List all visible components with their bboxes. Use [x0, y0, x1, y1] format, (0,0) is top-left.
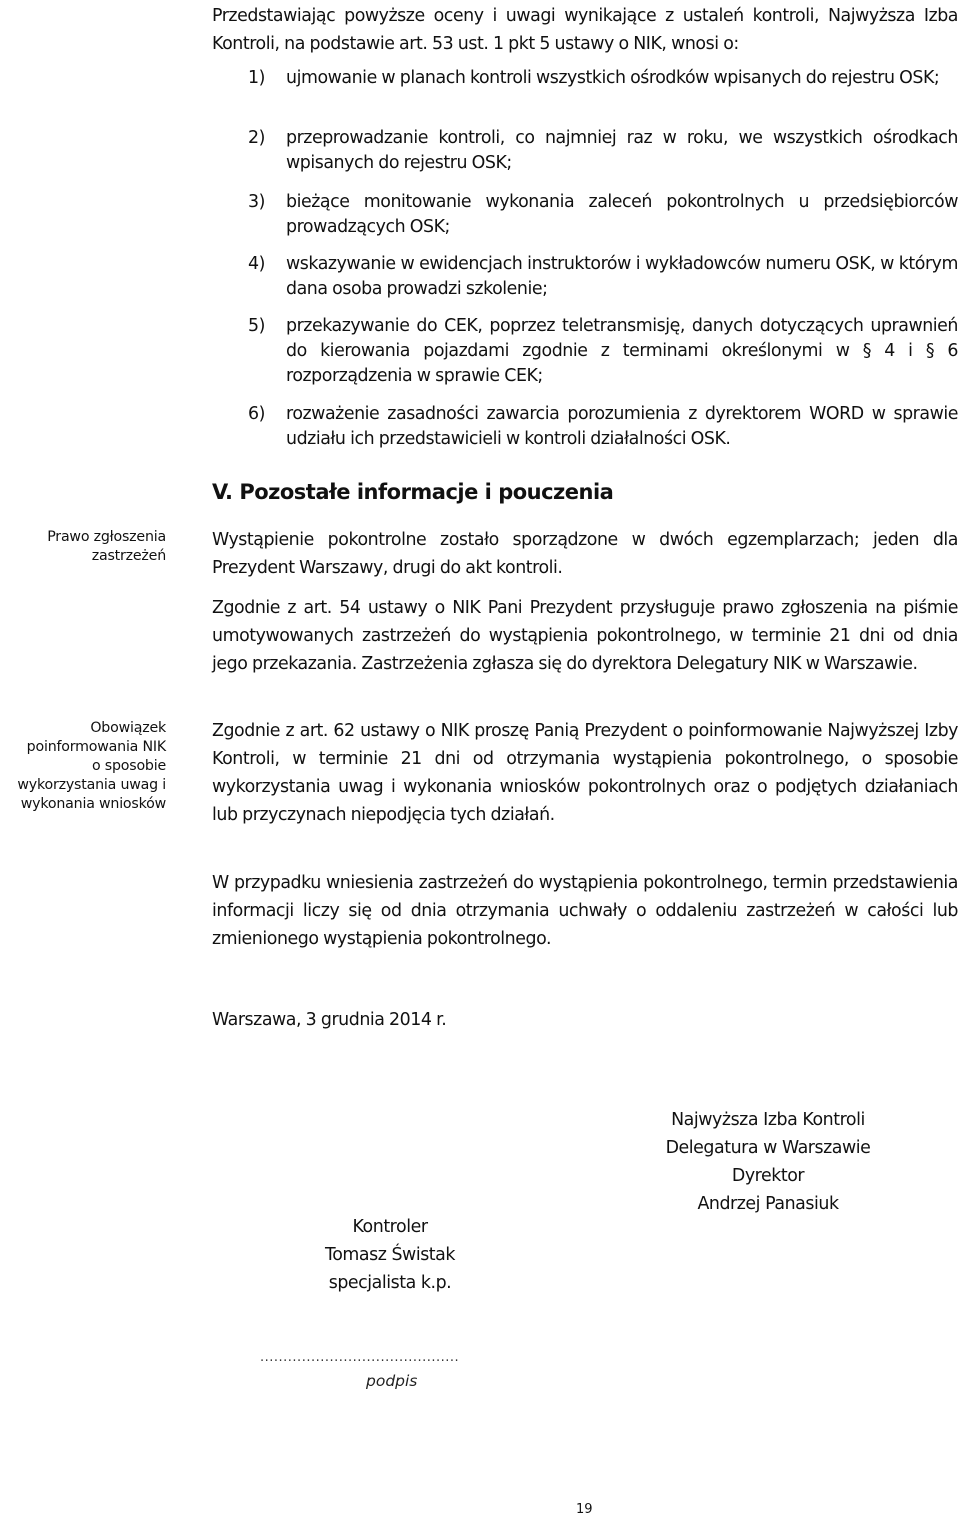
- signature-dotted-line: ...........................................: [260, 1350, 460, 1365]
- list-text: wskazywanie w ewidencjach instruktorów i wykładowców numeru OSK, w którym dana osoba prowadzi szkolenie;: [286, 254, 958, 299]
- list-text: rozważenie zasadności zawarcia porozumienia z dyrektorem WORD w sprawie udziału ich przedstawicieli w kontroli działalności OSK.: [286, 404, 958, 449]
- signature-line: Dyrektor: [731, 1166, 805, 1186]
- signature-line: Tomasz Świstak: [324, 1245, 456, 1265]
- list-item: [248, 190, 958, 240]
- list-item: [248, 66, 958, 91]
- signature-line: Delegatura w Warszawie: [665, 1138, 871, 1158]
- place-date: Warszawa, 3 grudnia 2014 r.: [212, 1010, 447, 1030]
- side-note-obligation: Obowiązek poinformowania NIK o sposobie wykorzystania uwag i wykonania wniosków: [17, 720, 166, 812]
- list-number: 5): [248, 316, 265, 336]
- body-paragraph: [212, 526, 958, 582]
- page-number: 19: [576, 1502, 593, 1517]
- intro-paragraph: [212, 2, 958, 58]
- list-text: przeprowadzanie kontroli, co najmniej raz w roku, we wszystkich ośrodkach wpisanych do rejestru OSK;: [286, 128, 958, 173]
- list-item: [248, 252, 958, 302]
- list-item: [248, 402, 958, 452]
- paragraph-text: Zgodnie z art. 54 ustawy o NIK Pani Prezydent przysługuje prawo zgłoszenia na piśmie umotywowanych zastrzeżeń do wystąpienia pokontrolnego, w terminie 21 dni od dnia jego przekazania. Zastrzeżenia zgłasza się do dyrektora Delegatury NIK w Warszawie.: [212, 598, 958, 674]
- list-text: bieżące monitowanie wykonania zaleceń pokontrolnych u przedsiębiorców prowadzących OSK;: [286, 192, 958, 237]
- paragraph-text: W przypadku wniesienia zastrzeżeń do wystąpienia pokontrolnego, termin przedstawienia informacji liczy się od dnia otrzymania uchwały o oddaleniu zastrzeżeń w całości lub zmienionego wystąpienia pokontrolnego.: [212, 873, 958, 949]
- side-note-objections: Prawo zgłoszenia zastrzeżeń: [47, 529, 166, 564]
- signature-line: Kontroler: [352, 1217, 428, 1237]
- body-paragraph: [212, 594, 958, 678]
- section-heading: V. Pozostałe informacje i pouczenia: [212, 480, 614, 504]
- signature-left: [280, 1213, 500, 1297]
- body-paragraph: [212, 869, 958, 953]
- intro-text: Przedstawiając powyższe oceny i uwagi wynikające z ustaleń kontroli, Najwyższa Izba Kontroli, na podstawie art. 53 ust. 1 pkt 5 ustawy o NIK, wnosi o:: [212, 6, 958, 54]
- signature-caption: podpis: [366, 1372, 418, 1390]
- list-item: [248, 126, 958, 176]
- signature-line: Andrzej Panasiuk: [697, 1194, 839, 1214]
- list-number: 4): [248, 254, 265, 274]
- list-number: 1): [248, 68, 265, 88]
- list-item: [248, 314, 958, 389]
- list-number: 2): [248, 128, 265, 148]
- body-paragraph: [212, 717, 958, 829]
- signature-line: specjalista k.p.: [328, 1273, 452, 1293]
- list-number: 6): [248, 404, 265, 424]
- list-number: 3): [248, 192, 265, 212]
- signature-line: Najwyższa Izba Kontroli: [671, 1110, 865, 1130]
- signature-right: [628, 1106, 908, 1218]
- paragraph-text: Wystąpienie pokontrolne zostało sporządzone w dwóch egzemplarzach; jeden dla Prezydent Warszawy, drugi do akt kontroli.: [212, 530, 958, 578]
- list-text: przekazywanie do CEK, poprzez teletransmisję, danych dotyczących uprawnień do kierowania pojazdami zgodnie z terminami określonymi w § 4 i § 6 rozporządzenia w sprawie CEK;: [286, 316, 958, 386]
- paragraph-text: Zgodnie z art. 62 ustawy o NIK proszę Panią Prezydent o poinformowanie Najwyższej Izby Kontroli, w terminie 21 dni od otrzymania wystąpienia pokontrolnego, o sposobie wykorzystania uwag i wykonania wniosków pokontrolnych oraz o podjętych działaniach lub przyczynach niepodjęcia tych działań.: [212, 721, 958, 825]
- list-text: ujmowanie w planach kontroli wszystkich ośrodków wpisanych do rejestru OSK;: [286, 68, 940, 88]
